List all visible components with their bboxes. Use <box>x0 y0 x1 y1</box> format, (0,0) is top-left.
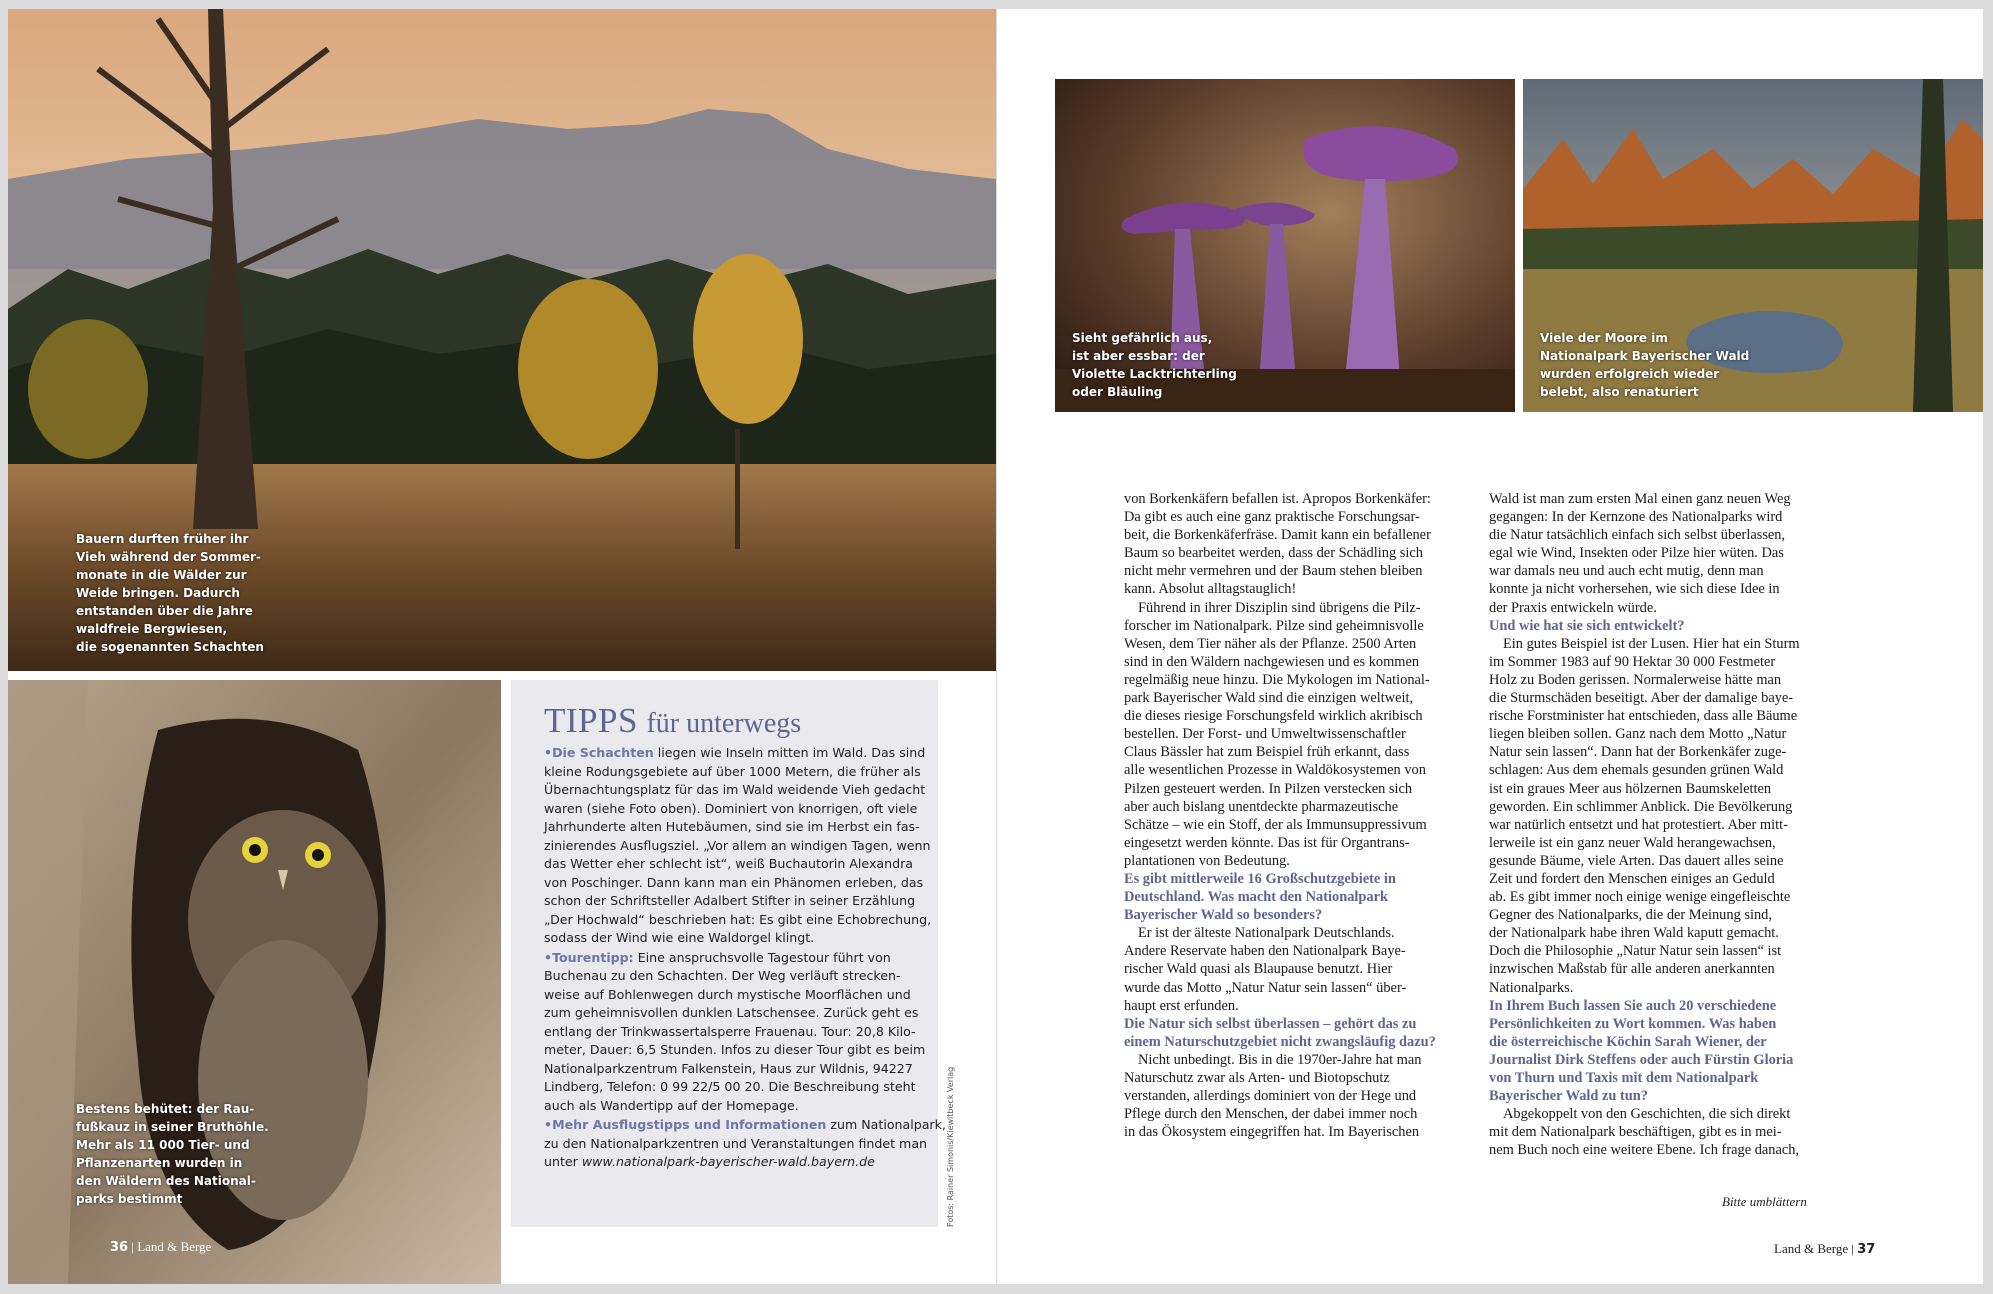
body-text-line: liegen bleiben sollen. Ganz nach dem Motto „Natur <box>1489 726 1787 743</box>
body-text-line: gesunde Bäume, viele Arten. Das dauert alles seine <box>1489 852 1784 869</box>
tips-highlight: Tourentipp: <box>552 949 634 965</box>
folio-title: Land & Berge <box>1774 1241 1849 1256</box>
body-text-line: Zeit und fordert den Menschen einiges an Geduld <box>1489 870 1775 887</box>
caption-line: Weide bringen. Dadurch <box>76 586 240 600</box>
caption-line: Bauern durften früher ihr <box>76 532 249 546</box>
caption-line: Viele der Moore im <box>1540 331 1668 345</box>
tips-line: meter, Dauer: 6,5 Stunden. Infos zu dieser Tour gibt es beim <box>544 1042 926 1057</box>
meadow-caption <box>76 530 264 656</box>
body-text-line: Nicht unbedingt. Bis in die 1970er-Jahre hat man <box>1138 1051 1422 1068</box>
tips-line: Jahrhunderte alten Hutebäumen, sind sie im Herbst ein fas- <box>544 819 920 834</box>
mushroom-caption <box>1072 329 1237 401</box>
caption-line: entstanden über die Jahre <box>76 604 253 618</box>
interview-question-line: Bayerischer Wald zu tun? <box>1489 1088 1648 1105</box>
interview-question-line: von Thurn und Taxis mit dem Nationalpark <box>1489 1070 1759 1086</box>
body-text-line: Da gibt es auch eine ganz praktische Forschungsar- <box>1124 509 1420 526</box>
folio-separator: | <box>1851 1241 1858 1256</box>
body-text-line: im Sommer 1983 auf 90 Hektar 30 000 Festmeter <box>1489 653 1776 670</box>
body-text-line: park Bayerischer Wald sind die einzigen weltweit, <box>1124 690 1414 707</box>
body-text-line: die Sturmschäden beseitigt. Aber der damalige baye- <box>1489 690 1794 707</box>
caption-line: die sogenannten Schachten <box>76 640 264 654</box>
caption-line: Sieht gefährlich aus, <box>1072 331 1213 345</box>
tips-paragraph-tourentipp <box>544 949 926 1116</box>
caption-line: Vieh während der Sommer- <box>76 550 261 564</box>
tips-line: sodass der Wind wie eine Waldorgel klingt. <box>544 930 815 945</box>
body-text-line: der Nationalpark habe ihren Wald kaputt gemacht. <box>1489 925 1779 942</box>
tips-line: zu den Nationalparkzentren und Veranstaltungen findet man <box>544 1135 928 1151</box>
tips-title-sub: für unterwegs <box>646 708 802 739</box>
caption-line: parks bestimmt <box>76 1192 183 1206</box>
body-text-line: gegangen: In der Kernzone des Nationalparks wird <box>1489 509 1783 526</box>
body-text-line: plantationen von Bedeutung. <box>1124 852 1290 869</box>
bullet-icon: • <box>544 745 553 760</box>
interview-question-line: Deutschland. Was macht den Nationalpark <box>1124 889 1389 906</box>
body-text-line: war natürlich entsetzt und hat protestiert. Aber mitt- <box>1489 816 1788 833</box>
body-text-line: ab. Es gibt immer noch einige wenige eingefleischte <box>1489 889 1791 906</box>
body-text-line: Gegner des Nationalparks, die der Meinung sind, <box>1489 907 1772 924</box>
tips-line: unter www.nationalpark-bayerischer-wald.bayern.de <box>544 1154 875 1169</box>
tips-line: kleine Rodungsgebiete auf über 1000 Metern, die früher als <box>544 763 921 779</box>
interview-question-line: einem Naturschutzgebiet nicht zwangsläufig dazu? <box>1124 1033 1436 1050</box>
body-text-line: mit dem Nationalpark beschäftigen, gibt es in mei- <box>1489 1124 1782 1141</box>
interview-question-line: Und wie hat sie sich entwickelt? <box>1489 617 1685 634</box>
folio-title: Land & Berge <box>137 1239 212 1254</box>
body-text-line: beit, die Borkenkäferfräse. Damit kann ein befallener <box>1124 527 1431 544</box>
body-text-line: nicht mehr vermehren und der Baum stehen bleiben <box>1124 563 1423 580</box>
caption-line: Pflanzenarten wurden in <box>76 1156 243 1170</box>
body-text-line: forscher im Nationalpark. Pilze sind geheimnisvolle <box>1124 617 1424 634</box>
folio-left <box>110 1239 211 1255</box>
bullet-icon: • <box>544 949 553 965</box>
caption-line: Nationalpark Bayerischer Wald <box>1540 349 1750 363</box>
tips-line: zinierendes Ausflugsziel. „Vor allem an windigen Tagen, wenn <box>544 837 931 853</box>
body-text-line: Holz zu Boden gerissen. Normalerweise hätte man <box>1489 671 1782 688</box>
body-text-line: sind in den Wäldern nachgewiesen und es kommen <box>1124 653 1420 670</box>
interview-question-line: In Ihrem Buch lassen Sie auch 20 verschiedene <box>1489 997 1777 1014</box>
tips-paragraph-more <box>544 1116 946 1172</box>
body-text-line: Ein gutes Beispiel ist der Lusen. Hier hat ein Sturm <box>1503 635 1800 652</box>
interview-question-line: Persönlichkeiten zu Wort kommen. Was haben <box>1489 1015 1777 1032</box>
body-text-line: Wald ist man zum ersten Mal einen ganz neuen Weg <box>1489 491 1791 507</box>
page-number: 36 <box>110 1240 129 1255</box>
left-page <box>8 9 996 1284</box>
folio-right <box>1774 1241 1875 1257</box>
body-text-line: bestellen. Der Forst- und Umweltwissenschaftler <box>1124 726 1406 743</box>
body-text-line: Baum so bearbeitet werden, dass der Schädling sich <box>1124 545 1423 562</box>
body-text-line: verstanden, allerdings dominiert von der Hege und <box>1124 1088 1417 1105</box>
body-text-line: ist ein graues Meer aus hölzernen Baumskeletten <box>1489 780 1772 797</box>
body-text-line: lerweile ist ein ganz neuer Wald herangewachsen, <box>1489 834 1776 851</box>
tips-line: von Poschinger. Dann kann man ein Phänomen erleben, das <box>544 874 924 890</box>
tips-line: entlang der Trinkwassertalsperre Frauenau. Tour: 20,8 Kilo- <box>544 1023 916 1039</box>
body-text-line: die dieses riesige Forschungsfeld wirklich akribisch <box>1124 708 1423 725</box>
tips-line: zum geheimnisvollen dunklen Latschensee. Zurück geht es <box>544 1005 919 1020</box>
body-text-line: eingesetzt werden könnte. Das ist für Organtrans- <box>1124 834 1410 851</box>
body-text-line: Naturschutz zwar als Arten- und Biotopschutz <box>1124 1070 1390 1086</box>
tips-line: •Tourentipp: Eine anspruchsvolle Tagestour führt von <box>544 949 891 965</box>
body-text-line: Claus Bässler hat zum Beispiel früh erkannt, dass <box>1124 744 1410 761</box>
body-text-line: konnte ja nicht vorhersehen, wie sich diese Idee in <box>1489 581 1780 598</box>
caption-line: fußkauz in seiner Bruthöhle. <box>76 1120 269 1134</box>
bullet-icon: • <box>544 1117 553 1132</box>
photo-credit: Fotos: Rainer Simonis/Kiewitbeck Verlag <box>946 1066 955 1227</box>
interview-question-line: die österreichische Köchin Sarah Wiener, der <box>1489 1033 1767 1050</box>
tips-line: „Der Hochwald“ beschrieben hat: Es gibt eine Echobrechung, <box>544 911 932 927</box>
body-text-line: der Praxis entwickeln würde. <box>1489 599 1657 616</box>
tips-line: waren (siehe Foto oben). Dominiert von knorrigen, oft viele <box>544 800 918 816</box>
article-column-2 <box>1489 490 1800 1159</box>
tips-line: Übernachtungsplatz für das im Wald weidende Vieh gedacht <box>544 782 926 797</box>
tips-line: Lindberg, Telefon: 0 99 22/5 00 20. Die Beschreibung steht <box>544 1079 916 1094</box>
body-text-line: Doch die Philosophie „Natur Natur sein lassen“ ist <box>1489 943 1782 960</box>
caption-line: den Wäldern des National- <box>76 1174 256 1188</box>
body-text-line: Wesen, dem Tier näher als der Pflanze. 2500 Arten <box>1124 635 1417 652</box>
folio-separator: | <box>131 1239 138 1254</box>
tips-line: schon der Schriftsteller Adalbert Stifter in seiner Erzählung <box>544 893 916 908</box>
continue-note: Bitte umblättern <box>1722 1194 1807 1209</box>
body-text-line: Natur sein lassen“. Dann hat der Borkenkäfer zuge- <box>1489 744 1787 761</box>
body-text-line: von Borkenkäfern befallen ist. Apropos Borkenkäfer: <box>1124 491 1431 507</box>
interview-question-line: Journalist Dirk Steffens oder auch Fürstin Gloria <box>1489 1051 1794 1068</box>
tips-highlight: Die Schachten <box>552 745 654 760</box>
caption-line: belebt, also renaturiert <box>1540 385 1699 399</box>
tips-line: auch als Wandertipp auf der Homepage. <box>544 1097 799 1113</box>
caption-line: Violette Lacktrichterling <box>1072 367 1237 381</box>
tips-box <box>511 680 946 1227</box>
body-text-line: Er ist der älteste Nationalpark Deutschlands. <box>1138 925 1395 942</box>
body-text-line: kann. Absolut alltagstauglich! <box>1124 581 1297 598</box>
body-text-line: regelmäßig neue hinzu. Die Mykologen im National- <box>1124 671 1430 688</box>
caption-line: ist aber essbar: der <box>1072 349 1205 363</box>
body-text-line: wurde das Motto „Natur Natur sein lassen“ über- <box>1124 979 1407 996</box>
body-text-line: schlagen: Aus dem ehemals gesunden grünen Wald <box>1489 762 1784 779</box>
caption-line: waldfreie Bergwiesen, <box>76 622 228 636</box>
tips-line: Nationalparkzentrum Falkenstein, Haus zur Wildnis, 94227 <box>544 1060 913 1076</box>
tips-line: das Wetter eher schlecht ist“, weiß Buchautorin Alexandra <box>544 856 913 871</box>
tips-title <box>544 702 918 743</box>
body-text-line: Andere Reservate haben den Nationalpark Baye- <box>1124 943 1406 960</box>
interview-question-line: Bayerischer Wald so besonders? <box>1124 907 1323 924</box>
body-text-line: war damals neu und auch echt mutig, denn man <box>1489 563 1764 580</box>
interview-question-line: Es gibt mittlerweile 16 Großschutzgebiete in <box>1124 870 1396 887</box>
tips-line: •Mehr Ausflugstipps und Informationen zum Nationalpark, <box>544 1117 946 1132</box>
body-text-line: Pflege durch den Menschen, der dabei immer noch <box>1124 1106 1418 1123</box>
moor-caption <box>1540 329 1749 401</box>
website-link[interactable]: www.nationalpark-bayerischer-wald.bayern.de <box>581 1154 875 1169</box>
body-text-line: in das Ökosystem eingegriffen hat. Im Bayerischen <box>1124 1124 1420 1141</box>
page-number: 37 <box>1857 1242 1876 1257</box>
caption-line: wurden erfolgreich wieder <box>1540 367 1720 381</box>
body-text-line: Nationalparks. <box>1489 979 1574 996</box>
body-text-line: alle wesentlichen Prozesse in Waldökosystemen von <box>1124 762 1426 779</box>
body-text-line: rischer Wald quasi als Blaupause benutzt. Hier <box>1124 961 1393 978</box>
body-text-line: geworden. Ein schlimmer Anblick. Die Bevölkerung <box>1489 798 1793 815</box>
right-page <box>997 9 1983 1284</box>
tips-line: weise auf Bohlenwegen durch mystische Moorflächen und <box>544 986 911 1002</box>
tips-paragraph-schachten <box>544 744 932 948</box>
body-text-line: nem Buch noch eine weitere Ebene. Ich frage danach, <box>1489 1142 1800 1159</box>
caption-line: monate in die Wälder zur <box>76 568 247 582</box>
body-text-line: Abgekoppelt von den Geschichten, die sich direkt <box>1503 1106 1791 1123</box>
interview-question-line: Die Natur sich selbst überlassen – gehört das zu <box>1124 1015 1417 1032</box>
tips-line: Buchenau zu den Schachten. Der Weg verläuft strecken- <box>544 968 901 983</box>
article-column-1 <box>1124 490 1436 1141</box>
body-text-line: inzwischen Maßstab für alle anderen anerkannten <box>1489 961 1775 978</box>
body-text-line: Schätze – wie ein Stoff, der als Immunsuppressivum <box>1124 816 1427 833</box>
body-text-line: haupt erst erfunden. <box>1124 997 1239 1014</box>
tips-title-main: TIPPS <box>544 701 638 740</box>
owl-caption <box>76 1100 269 1208</box>
body-text-line: Führend in ihrer Disziplin sind übrigens die Pilz- <box>1138 599 1421 616</box>
body-text-line: egal wie Wind, Insekten oder Pilze hier wüten. Das <box>1489 545 1784 562</box>
body-text-line: Pilzen gesteuert werden. In Pilzen verstecken sich <box>1124 780 1413 797</box>
caption-line: Mehr als 11 000 Tier- und <box>76 1138 250 1152</box>
body-text-line: die Natur tatsächlich einfach sich selbst überlassen, <box>1489 527 1786 544</box>
tips-line: •Die Schachten liegen wie Inseln mitten im Wald. Das sind <box>544 745 926 760</box>
caption-line: Bestens behütet: der Rau- <box>76 1102 255 1116</box>
body-text-line: rische Forstminister hat entschieden, dass alle Bäume <box>1489 708 1798 725</box>
tips-highlight: Mehr Ausflugstipps und Informationen <box>552 1117 827 1132</box>
caption-line: oder Bläuling <box>1072 385 1163 399</box>
body-text-line: aber auch bislang unentdeckte pharmazeutische <box>1124 798 1399 815</box>
